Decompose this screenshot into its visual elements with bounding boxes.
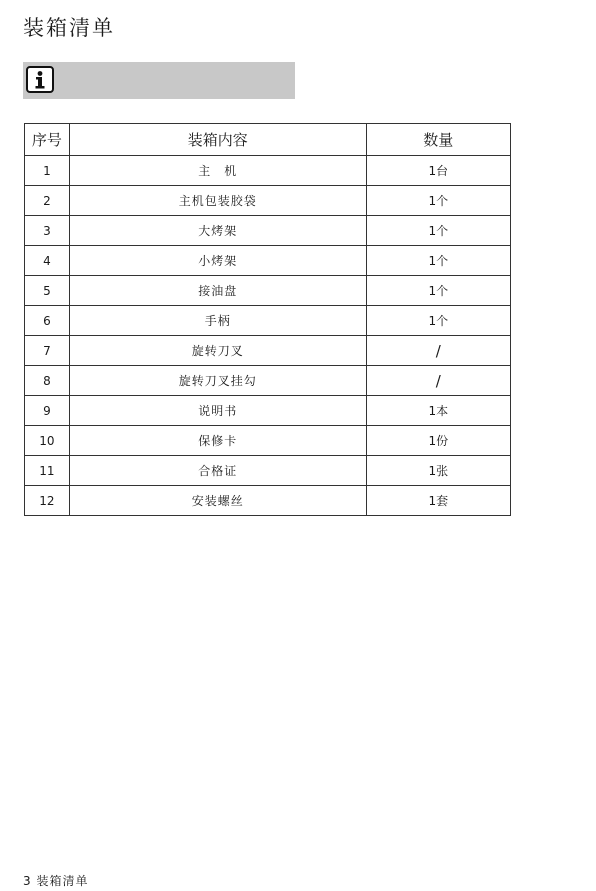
row-number: 2 xyxy=(25,186,70,216)
row-quantity: 1个 xyxy=(366,306,510,336)
table-row xyxy=(25,276,511,306)
column-header-contents: 装箱内容 xyxy=(69,124,366,156)
row-number: 6 xyxy=(25,306,70,336)
table-row xyxy=(25,156,511,186)
row-quantity: 1份 xyxy=(366,426,510,456)
row-quantity: 1张 xyxy=(366,456,510,486)
row-item: 安装螺丝 xyxy=(69,486,366,516)
footer-section-title: 装箱清单 xyxy=(36,874,89,888)
row-quantity: 1个 xyxy=(366,276,510,306)
row-quantity: 1套 xyxy=(366,486,510,516)
page-footer xyxy=(23,873,88,889)
row-number: 8 xyxy=(25,366,70,396)
row-number: 4 xyxy=(25,246,70,276)
row-item: 主机包装胶袋 xyxy=(69,186,366,216)
row-item: 主 机 xyxy=(69,156,366,186)
row-quantity: 1台 xyxy=(366,156,510,186)
row-item: 旋转刀叉 xyxy=(69,336,366,366)
table-row xyxy=(25,456,511,486)
row-number: 5 xyxy=(25,276,70,306)
page-number: 3 xyxy=(23,874,32,888)
row-item: 保修卡 xyxy=(69,426,366,456)
row-quantity: 1个 xyxy=(366,216,510,246)
row-item: 接油盘 xyxy=(69,276,366,306)
row-number: 1 xyxy=(25,156,70,186)
column-header-quantity: 数量 xyxy=(366,124,510,156)
table-row xyxy=(25,336,511,366)
table-row xyxy=(25,246,511,276)
row-item: 说明书 xyxy=(69,396,366,426)
table-row xyxy=(25,306,511,336)
row-quantity: 1本 xyxy=(366,396,510,426)
table-row xyxy=(25,486,511,516)
row-number: 12 xyxy=(25,486,70,516)
table-header-row xyxy=(25,124,511,156)
row-number: 3 xyxy=(25,216,70,246)
table-row xyxy=(25,426,511,456)
row-item: 合格证 xyxy=(69,456,366,486)
table-row xyxy=(25,396,511,426)
column-header-number: 序号 xyxy=(25,124,70,156)
row-quantity: / xyxy=(366,366,510,396)
packing-list-table xyxy=(24,123,511,516)
row-item: 手柄 xyxy=(69,306,366,336)
info-bar xyxy=(23,62,295,99)
table-row xyxy=(25,186,511,216)
info-icon xyxy=(26,66,54,93)
table-row xyxy=(25,216,511,246)
row-number: 11 xyxy=(25,456,70,486)
row-item: 小烤架 xyxy=(69,246,366,276)
table-row xyxy=(25,366,511,396)
row-quantity: 1个 xyxy=(366,186,510,216)
row-number: 9 xyxy=(25,396,70,426)
row-item: 旋转刀叉挂勾 xyxy=(69,366,366,396)
row-item: 大烤架 xyxy=(69,216,366,246)
row-quantity: / xyxy=(366,336,510,366)
row-quantity: 1个 xyxy=(366,246,510,276)
row-number: 7 xyxy=(25,336,70,366)
row-number: 10 xyxy=(25,426,70,456)
page-title: 装箱清单 xyxy=(23,16,115,40)
